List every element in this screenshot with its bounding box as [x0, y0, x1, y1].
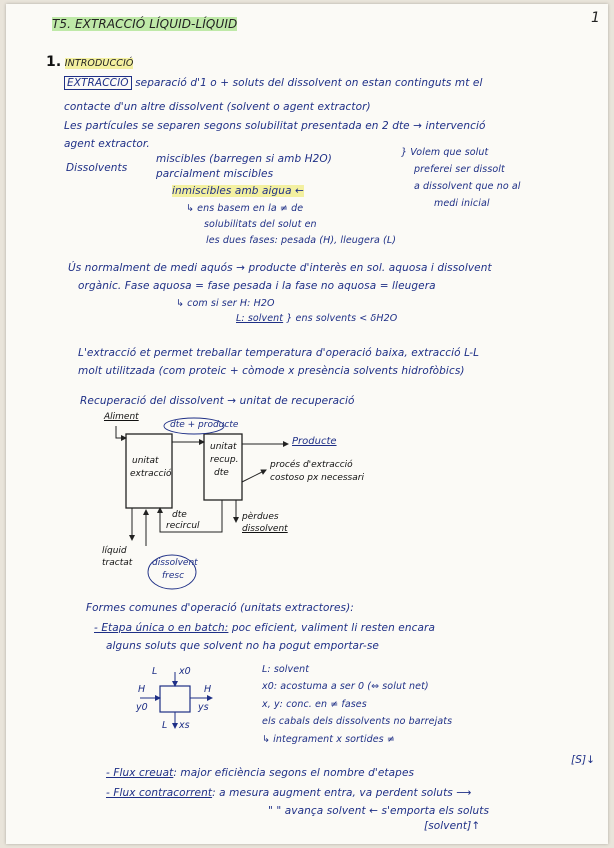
section-heading [46, 54, 133, 70]
balance-ys: ys [198, 702, 209, 713]
balance-H-out: H [204, 684, 212, 695]
flux-creuat-label: - Flux creuat [106, 767, 174, 779]
proces-label-1: procés d'extracció [270, 460, 353, 470]
perdues-label-2: dissolvent [242, 524, 288, 534]
dissolvents-m4: ↳ ens basem en la ≠ de [186, 203, 304, 214]
flux-contracorrent-line [106, 787, 471, 799]
dissolvents-m2: parcialment miscibles [156, 168, 274, 180]
aliment-arrow [116, 426, 126, 438]
intro-line-3: Les partícules se separen segons solubilitat presentada en 2 dte → intervenció [64, 120, 486, 132]
temp-line-2: molt utilitzada (com proteic + còmode x presència solvents hidrofòbics) [78, 365, 465, 377]
unitat-recup-label-2: recup. [210, 455, 239, 465]
liquid-label-2: tractat [102, 558, 133, 568]
legend-line-5: ↳ integrament x sortides ≠ [262, 734, 395, 745]
liquid-label-1: líquid [102, 546, 127, 556]
intro-text-1: separació d'1 o + soluts del dissolvent on estan continguts mt el [135, 77, 483, 89]
proces-arrow [242, 470, 266, 482]
aliment-label: Aliment [104, 412, 139, 422]
dissolvents-label: Dissolvents [66, 162, 128, 174]
intro-line-1 [64, 77, 482, 89]
dte-recircul-label-1: dte [172, 510, 187, 520]
us-density: } ens solvents < δH2O [286, 313, 398, 324]
etapa-unica-label: - Etapa única o en batch: [94, 622, 229, 634]
dissolvents-m1: miscibles (barregen si amb H2O) [156, 153, 332, 165]
balance-xs: xs [179, 720, 190, 731]
flux-contracorrent-label: - Flux contracorrent [106, 787, 213, 799]
proces-label-2: costoso px necessari [270, 473, 364, 483]
dissolvents-r4: medi inicial [434, 198, 490, 209]
balance-H-in: H [138, 684, 146, 695]
dte-recircul-label-2: recircul [166, 521, 200, 531]
balance-y0: y0 [136, 702, 148, 713]
section-title: INTRODUCCIÓ [64, 58, 134, 69]
legend-line-1: L: solvent [262, 664, 310, 675]
recuperacio-line: Recuperació del dissolvent → unitat de recuperació [80, 395, 355, 407]
legend-line-2: x0: acostuma a ser 0 (⇔ solut net) [262, 681, 429, 692]
stage-box [160, 686, 190, 712]
s-note: [S]↓ [571, 754, 596, 766]
us-line-4 [236, 313, 397, 324]
us-line-1: Ús normalment de medi aquós → producte d'interès en sol. aquosa i dissolvent [68, 262, 492, 274]
term-extraccio: EXTRACCIÓ [64, 76, 132, 90]
dissolvents-r1: } Volem que solut [401, 147, 489, 158]
unitat-recup-label-1: unitat [210, 442, 237, 452]
page-title: T5. EXTRACCIÓ LÍQUID-LÍQUID [52, 17, 238, 31]
formes-line-1: Formes comunes d'operació (unitats extractores): [86, 602, 354, 614]
intro-line-2: contacte d'un altre dissolvent (solvent o agent extractor) [64, 101, 371, 113]
legend-line-3: x, y: conc. en ≠ fases [262, 699, 367, 710]
solvent-note: [solvent]↑ [424, 820, 481, 832]
dte-producte-label: dte + producte [170, 420, 239, 430]
etapa-unica-text: poc eficient, valiment li resten encara [228, 622, 435, 634]
dissolvent-fresc-label-1: dissolvent [152, 558, 198, 568]
formes-line-2 [94, 622, 435, 634]
dissolvents-m6: les dues fases: pesada (H), lleugera (L) [206, 235, 397, 246]
formes-line-3: alguns soluts que solvent no ha pogut emportar-se [106, 640, 379, 652]
section-number: 1. [46, 54, 62, 70]
perdues-label-1: pèrdues [242, 512, 279, 522]
dissolvents-m3: inmiscibles amb aigua ← [172, 185, 304, 197]
notes-page [6, 4, 608, 844]
process-diagram [102, 412, 364, 592]
dissolvents-m5: solubilitats del solut en [204, 219, 317, 230]
flux-contracorrent-text: : a mesura augment entra, va perdent soluts ⟶ [212, 787, 472, 799]
balance-x0: x0 [179, 666, 191, 677]
us-line-2: orgànic. Fase aquosa = fase pesada i la fase no aquosa = lleugera [78, 280, 436, 292]
dissolvents-r2: preferei ser dissolt [414, 164, 505, 175]
temp-line-1: L'extracció et permet treballar temperatura d'operació baixa, extracció L-L [78, 347, 480, 359]
flux-creuat-line [106, 767, 414, 779]
flux-contracorrent-line-2: " " avança solvent ← s'emporta els soluts [268, 805, 490, 817]
page-number: 1 [591, 10, 601, 26]
balance-L-in: L [152, 666, 158, 677]
unitat-recup-label-3: dte [214, 468, 229, 478]
unitat-extraccio-label-1: unitat [132, 456, 159, 466]
stage-balance-sketch [132, 666, 232, 734]
legend-line-4: els cabals dels dissolvents no barrejats [262, 716, 453, 727]
dissolvent-fresc-label-2: fresc [162, 571, 185, 581]
unitat-extraccio-label-2: extracció [130, 469, 172, 479]
us-line-3: ↳ com si ser H: H2O [176, 298, 275, 309]
producte-label: Producte [292, 436, 337, 447]
balance-L-out: L [162, 720, 168, 731]
intro-line-4: agent extractor. [64, 138, 150, 150]
flux-creuat-text: : major eficiència segons el nombre d'etapes [173, 767, 415, 779]
us-solvent: L: solvent [236, 313, 284, 324]
dissolvents-r3: a dissolvent que no al [414, 181, 521, 192]
